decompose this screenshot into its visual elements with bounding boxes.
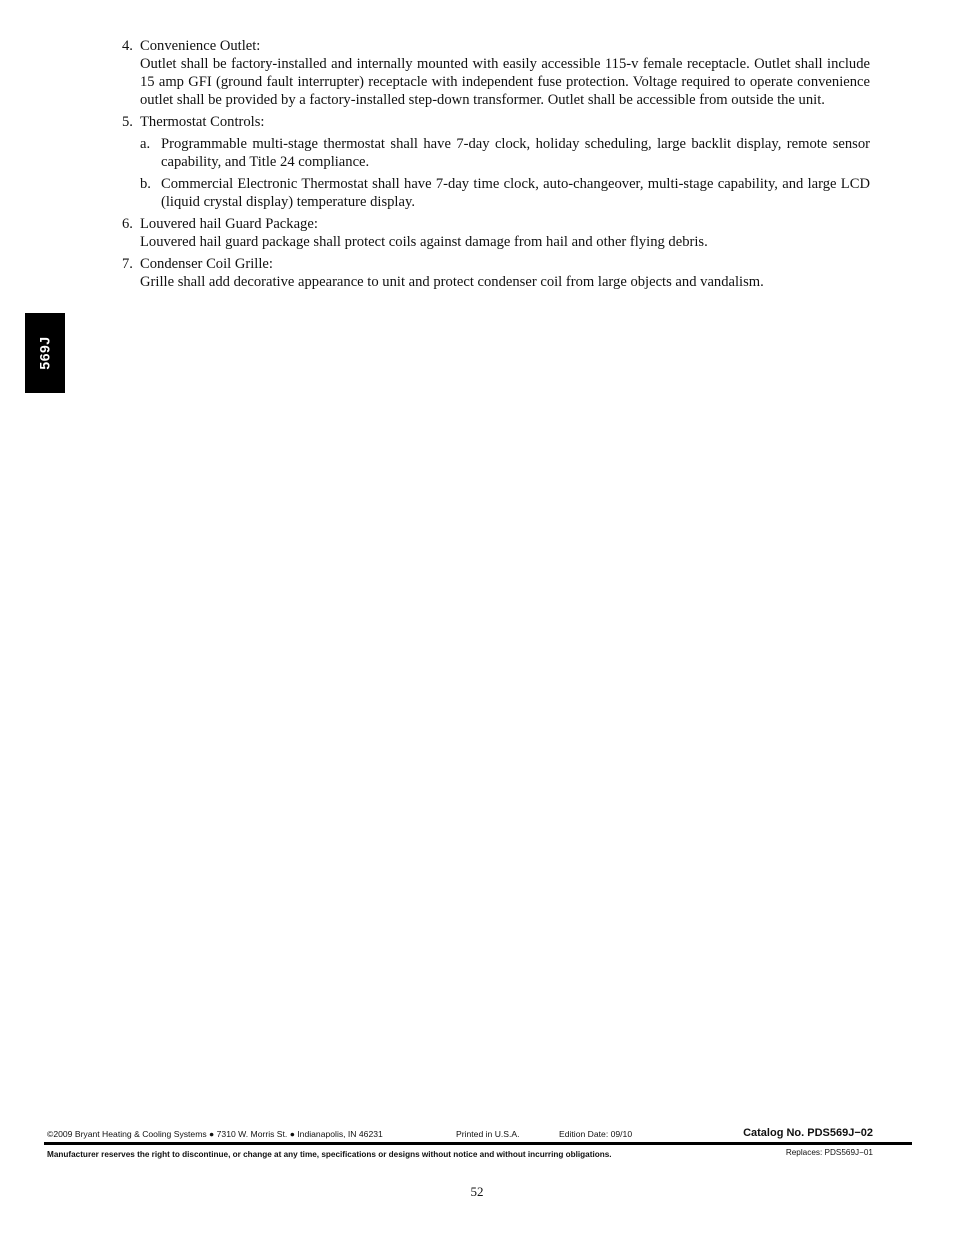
item-number: 5. — [122, 114, 133, 130]
footer-info — [47, 1127, 873, 1143]
sub-item-text: Programmable multi-stage thermostat shall have 7-day clock, holiday scheduling, large backlit display, remote sensor capability, and Title 24 compliance. — [161, 136, 870, 170]
sub-item-letter: a. — [140, 136, 151, 152]
item-body: Outlet shall be factory-installed and internally mounted with easily accessible 115-v female receptacle. Outlet shall include 15 amp GFI (ground fault interrupter) receptacle with independent fuse protection. Voltage required to operate convenience outlet shall be provided by a factory-installed step-down transformer. Outlet shall be accessible from outside the unit. — [140, 56, 870, 108]
footer-disclaimer-row — [47, 1148, 873, 1162]
edition-date: Edition Date: 09/10 — [559, 1129, 633, 1139]
replaces-text: Replaces: PDS569J−01 — [785, 1148, 873, 1157]
item-body: Grille shall add decorative appearance to unit and protect condenser coil from large objects and vandalism. — [140, 274, 764, 290]
printed-text: Printed in U.S.A. — [456, 1129, 520, 1139]
item-title: Convenience Outlet: — [140, 38, 261, 54]
item-body: Louvered hail guard package shall protect coils against damage from hail and other flying debris. — [140, 234, 708, 250]
list-item-coil-grille — [122, 255, 870, 291]
item-number: 7. — [122, 256, 133, 272]
sub-item-text: Commercial Electronic Thermostat shall have 7-day time clock, auto-changeover, multi-stage capability, and large LCD (liquid crystal display) temperature display. — [161, 176, 870, 210]
item-number: 6. — [122, 216, 133, 232]
item-title: Louvered hail Guard Package: — [140, 216, 318, 232]
item-title: Thermostat Controls: — [140, 114, 265, 130]
list-item-hail-guard — [122, 215, 870, 251]
item-title: Condenser Coil Grille: — [140, 256, 273, 272]
catalog-number: Catalog No. PDS569J−02 — [743, 1127, 873, 1139]
page-number: 52 — [470, 1184, 484, 1199]
list-item-thermostat-controls — [122, 113, 870, 211]
copyright-text: ©2009 Bryant Heating & Cooling Systems ● 7310 W. Morris St. ● Indianapolis, IN 46231 — [47, 1129, 383, 1139]
side-tab-label: 569J — [37, 336, 53, 370]
list-item-convenience-outlet — [122, 37, 870, 109]
sub-item-commercial-thermostat — [140, 175, 870, 211]
side-tab — [25, 313, 65, 393]
disclaimer-text: Manufacturer reserves the right to discontinue, or change at any time, specifications or designs without notice and without incurring obligations. — [47, 1150, 612, 1159]
spec-list — [122, 37, 870, 295]
footer-divider — [44, 1142, 912, 1145]
item-number: 4. — [122, 38, 133, 54]
sub-item-programmable-thermostat — [140, 135, 870, 171]
sub-item-letter: b. — [140, 176, 151, 192]
